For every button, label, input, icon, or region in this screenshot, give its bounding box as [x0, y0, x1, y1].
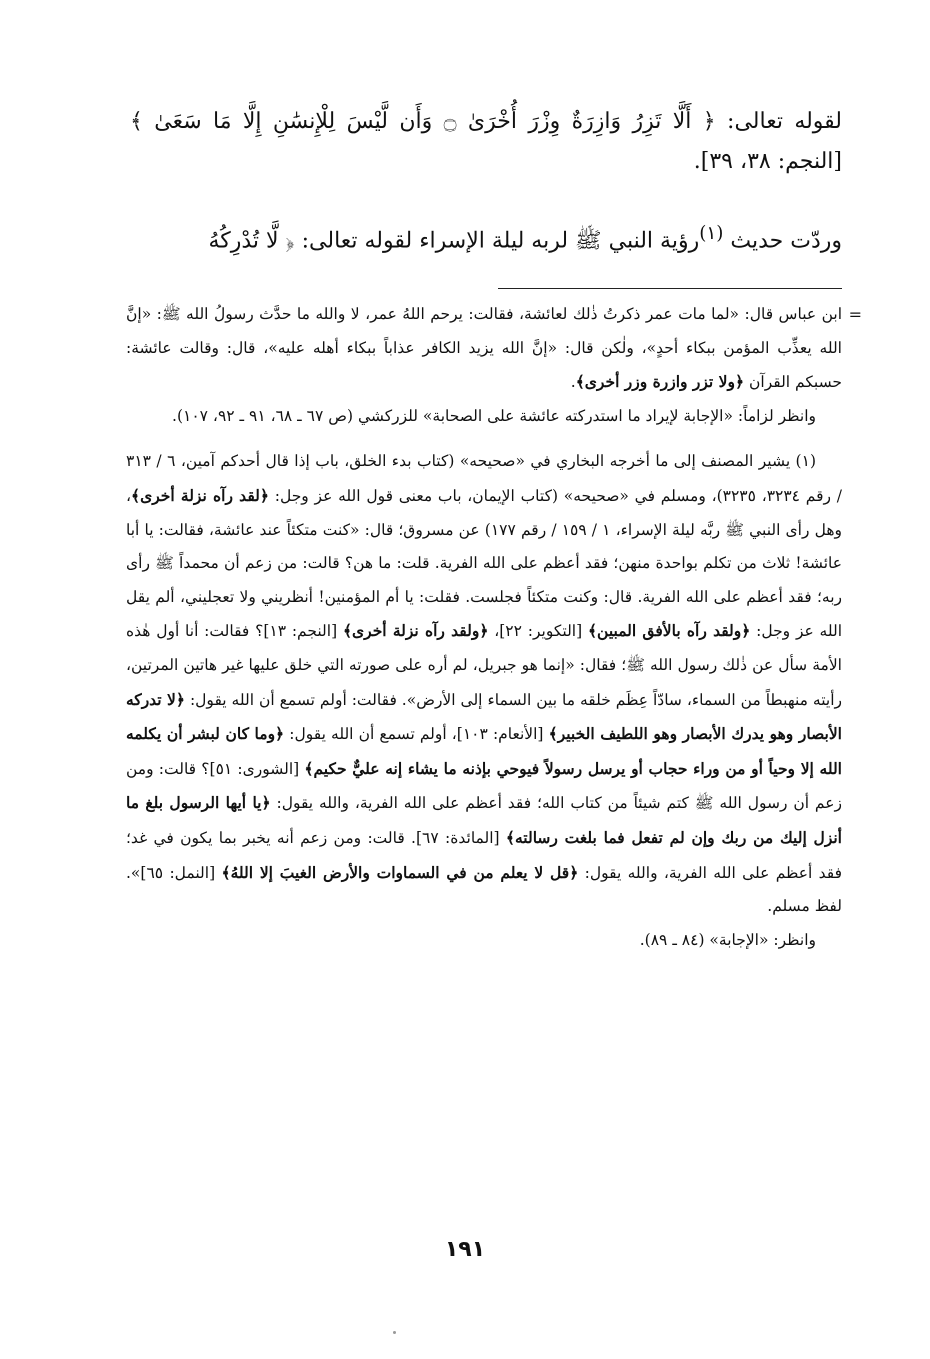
continuation-mark: =	[848, 305, 862, 324]
continuation-text: ابن عباس قال: «لما مات عمر ذكرتُ ذٰلك لعائشة، فقالت: يرحم اللهُ عمر، لا والله ما حدَّث رسولُ الله ﷺ: «إنَّ الله يعذِّب المؤمن ببكاء أحدٍ»، ولٰكن قال: «إنَّ الله يزيد الكافر عذاباً ببكاء أهله عليه»، قال: وقالت عائشة: حسبكم القرآن	[126, 305, 842, 392]
footnote-1	[126, 445, 842, 923]
footnote-continuation	[126, 298, 862, 400]
footnote-reference[interactable]: (١)	[699, 223, 724, 244]
footnotes-section	[126, 298, 862, 957]
see-also-reference-1: وانظر لزاماً: «الإجابة لإيراد ما استدركته عائشة على الصحابة» للزركشي (ص ٦٧ ـ ٦٨، ٩١ ـ ٩٢، ١٠٧).	[172, 406, 816, 425]
footnote-text: [المائدة: ٦٧]. قالت: ومن زعم أنه يخبر بما يكون في غد؛ فقد أعظم على الله الفرية، والله يقول:	[126, 828, 843, 882]
footnote-text: [التكوير: ٢٢]،	[494, 622, 583, 641]
quran-quote: ﴿لقد رآه نزلة أخرى﴾	[131, 485, 269, 505]
page-number: ١٩١	[444, 1237, 486, 1262]
quran-quote: ﴿ولقد رآه بالأفق المبين﴾	[587, 621, 751, 641]
hadith-statement-line	[130, 214, 842, 261]
footnote-divider	[498, 288, 842, 289]
main-paragraph-1	[130, 102, 842, 182]
footnote-gap	[126, 433, 842, 445]
quran-quote: ﴿ولا تزر وازرة وزر أخرى﴾	[575, 372, 745, 392]
statement-text-end: رؤية النبي ﷺ لربه ليلة الإسراء لقوله تعالى: ﴿ لَّا تُدْرِكُهُ	[208, 228, 700, 254]
quran-quote: ﴿قل لا يعلم من في السماوات والأرض الغيبَ إلا اللهُ﴾	[221, 862, 579, 882]
quran-quote: ﴿وما كان لبشر أن يكلمه الله إلا وحياً أو من وراء حجاب أو يرسل رسولاً فيوحي بإذنه ما يشاء إنه عليٌّ حكيم﴾	[126, 724, 842, 778]
footnote-text: ، وهل رأى النبي ﷺ ربَّه ليلة الإسراء، ١ / ١٥٩ / رقم ١٧٧) عن مسروق؛ قال: «كنت متكئاً عند عائشة، فقالت: يا أبا عائشة! ثلاث من تكلم بواحدة منهن؛ فقد أعظم على الله الفرية. قلت: ما هن؟ قالت: من زعم أن محمداً ﷺ رأى ربه؛ فقد أعظم على الله الفرية. قال: وكنت متكئاً فجلست. فقلت: يا أم المؤمنين! أنظريني ولا تعجليني، ألم يقل الله عز وجل:	[126, 486, 843, 641]
quran-quote: ﴿يا أيها الرسول بلغ ما أنزل إليك من ربك وإن لم تفعل فما بلغت رسالته﴾	[126, 793, 842, 847]
statement-text-start: وردّت حديث	[730, 228, 842, 254]
quran-quote: ﴿ولقد رآه نزلة أخرى﴾	[342, 621, 489, 641]
main-paragraph-2	[130, 214, 842, 261]
footnote-text: [الشورى: ٥١]؟ قالت: ومن زعم أن رسول الله ﷺ كتم شيئاً من كتاب الله؛ فقد أعظم على الله الفرية، والله يقول:	[126, 759, 842, 813]
see-also-reference-2: وانظر: «الإجابة» (٨٤ ـ ٨٩).	[639, 930, 816, 949]
footnote-text: [النمل: ٦٥]». لفظ مسلم.	[126, 863, 842, 916]
scan-speck	[393, 1331, 396, 1334]
quran-citation-line: لقوله تعالى: ﴿ أَلَّا تَزِرُ وَازِرَةٌ وِزْرَ أُخْرَىٰ ۝ وَأَن لَّيْسَ لِلْإِنسَٰنِ إِلَّا مَا سَعَىٰ ﴾ [النجم: ٣٨، ٣٩].	[130, 109, 843, 174]
continuation-end: .	[570, 373, 576, 392]
footnote-text: (١) يشير المصنف إلى ما أخرجه البخاري في «صحيحه» (كتاب بدء الخلق، باب إذا قال أحدكم آمين، ٦ / ٣١٣ / رقم ٣٢٣٤، ٣٢٣٥)، ومسلم في «صحيحه» (كتاب الإيمان، باب معنى قول الله عز وجل:	[126, 452, 842, 505]
footnote-text: [الأنعام: ١٠٣]، أولم تسمع أن الله يقول:	[289, 725, 544, 744]
quran-quote: ﴿لا تدركه الأبصار وهو يدرك الأبصار وهو اللطيف الخبير﴾	[126, 689, 842, 744]
footnote-text: [النجم: ١٣]؟ فقالت: أنا أول هٰذه الأمة سأل عن ذٰلك رسول الله ﷺ؛ فقال: «إنما هو جبريل، لم أره على صورته التي خلق عليها غير هاتين المرتين، رأيته منهبطاً من السماء، سادّاً عِظَم خلقه ما بين السماء إلى الأرض». فقالت: أولم تسمع أن الله يقول:	[126, 622, 842, 709]
